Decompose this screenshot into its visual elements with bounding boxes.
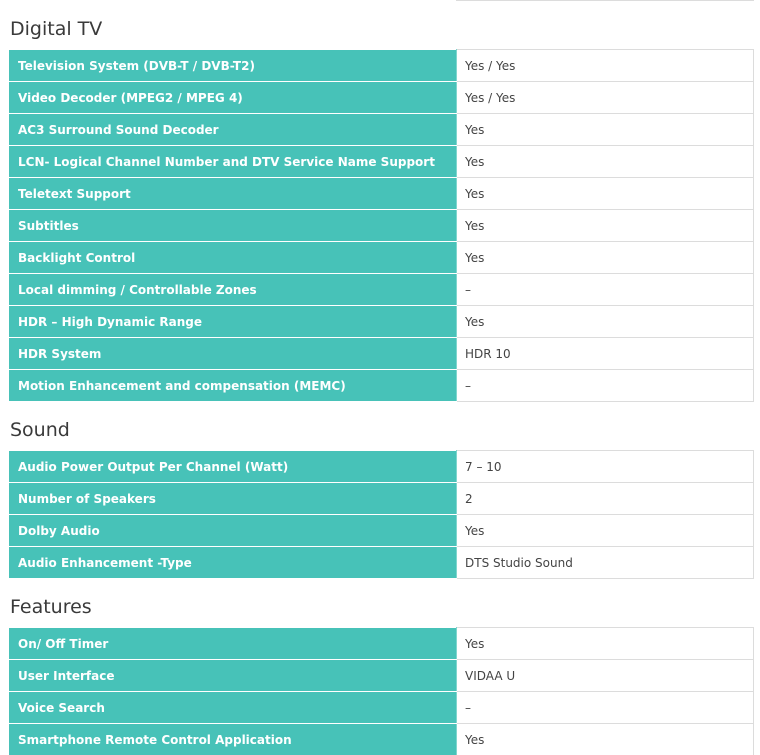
digital-tv-spec-table <box>9 49 754 402</box>
table-row <box>10 628 754 660</box>
spec-value: VIDAA U <box>457 660 754 692</box>
spec-value: Yes <box>457 724 754 755</box>
section-title-digital-tv: Digital TV <box>10 18 103 40</box>
spec-label: Dolby Audio <box>10 515 457 547</box>
spec-value: Yes <box>457 628 754 660</box>
spec-label: Subtitles <box>10 210 457 242</box>
table-row <box>10 146 754 178</box>
previous-table-bottom-edge <box>456 0 754 1</box>
spec-label: Television System (DVB-T / DVB-T2) <box>10 50 457 82</box>
spec-label: Teletext Support <box>10 178 457 210</box>
spec-label: Voice Search <box>10 692 457 724</box>
section-title-sound: Sound <box>10 419 70 441</box>
table-row <box>10 724 754 755</box>
spec-value: DTS Studio Sound <box>457 547 754 579</box>
table-row <box>10 274 754 306</box>
table-row <box>10 242 754 274</box>
spec-label: HDR System <box>10 338 457 370</box>
table-row <box>10 50 754 82</box>
spec-value: Yes <box>457 210 754 242</box>
spec-value: Yes <box>457 178 754 210</box>
features-spec-table <box>9 627 754 755</box>
spec-label: AC3 Surround Sound Decoder <box>10 114 457 146</box>
table-row <box>10 660 754 692</box>
spec-value: Yes <box>457 306 754 338</box>
spec-label: On/ Off Timer <box>10 628 457 660</box>
table-row <box>10 515 754 547</box>
spec-label: Motion Enhancement and compensation (MEMC) <box>10 370 457 402</box>
spec-label: Backlight Control <box>10 242 457 274</box>
spec-label: User Interface <box>10 660 457 692</box>
table-row <box>10 483 754 515</box>
spec-value: Yes / Yes <box>457 82 754 114</box>
spec-value: – <box>457 370 754 402</box>
table-row <box>10 370 754 402</box>
spec-label: HDR – High Dynamic Range <box>10 306 457 338</box>
section-title-features: Features <box>10 596 92 618</box>
spec-value: Yes <box>457 242 754 274</box>
table-row <box>10 306 754 338</box>
table-row <box>10 692 754 724</box>
spec-value: – <box>457 274 754 306</box>
spec-label: Audio Enhancement -Type <box>10 547 457 579</box>
table-row <box>10 82 754 114</box>
spec-value: 2 <box>457 483 754 515</box>
spec-value: – <box>457 692 754 724</box>
sound-spec-table <box>9 450 754 579</box>
table-row <box>10 338 754 370</box>
spec-label: Number of Speakers <box>10 483 457 515</box>
spec-value: Yes <box>457 114 754 146</box>
spec-label: Video Decoder (MPEG2 / MPEG 4) <box>10 82 457 114</box>
spec-value: 7 – 10 <box>457 451 754 483</box>
table-row <box>10 451 754 483</box>
spec-label: Audio Power Output Per Channel (Watt) <box>10 451 457 483</box>
table-row <box>10 210 754 242</box>
spec-label: LCN- Logical Channel Number and DTV Service Name Support <box>10 146 457 178</box>
table-row <box>10 178 754 210</box>
spec-value: Yes <box>457 146 754 178</box>
spec-value: Yes / Yes <box>457 50 754 82</box>
spec-value: Yes <box>457 515 754 547</box>
table-row <box>10 114 754 146</box>
table-row <box>10 547 754 579</box>
spec-label: Local dimming / Controllable Zones <box>10 274 457 306</box>
spec-value: HDR 10 <box>457 338 754 370</box>
spec-label: Smartphone Remote Control Application <box>10 724 457 755</box>
